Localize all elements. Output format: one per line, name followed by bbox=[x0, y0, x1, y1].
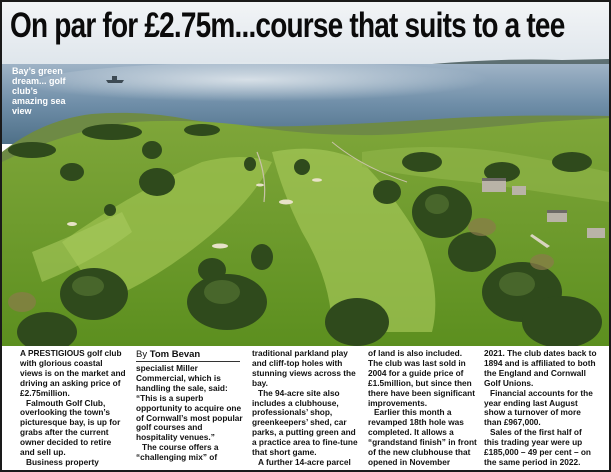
article-paragraph: specialist Miller Commercial, which is handling the sale, said: “This is a superb opportunity to acquire one of Cornwall’s most popular golf courses and hospitality venues.” bbox=[136, 363, 243, 443]
article-column-4 bbox=[368, 349, 478, 468]
article-paragraph: traditional parkland play and cliff-top holes with stunning views across the bay. bbox=[252, 348, 356, 388]
article-paragraph: A PRESTIGIOUS golf club with glorious coastal views is on the market and driving an asking price of £2.75million. bbox=[20, 348, 126, 398]
article-paragraph: 2021. The club dates back to 1894 and is affiliated to both the England and Cornwall Golf Unions. bbox=[484, 348, 597, 388]
article-paragraph: Earlier this month a revamped 18th hole was completed. It allows a “grandstand finish” in front of the new clubhouse that opened in November bbox=[368, 407, 477, 467]
article-column-2 bbox=[136, 349, 246, 463]
article-paragraph: Sales of the first half of this trading year were up £185,000 – 49 per cent – on the same period in 2022. bbox=[484, 427, 592, 467]
article-body bbox=[20, 349, 606, 469]
byline-prefix: By bbox=[136, 349, 148, 360]
byline bbox=[136, 349, 240, 362]
headline: On par for £2.75m...course that suits to a tee bbox=[10, 6, 565, 45]
article-column-1 bbox=[20, 349, 126, 468]
article-paragraph: Falmouth Golf Club, overlooking the town’s picturesque bay, is up for grabs after the current owner decided to retire and sell up. bbox=[20, 397, 121, 458]
article-paragraph: of land is also included. The club was last sold in 2004 for a guide price of £1.5million, but since then there have been significant improvements. bbox=[368, 348, 475, 408]
golf-course-aerial-photo bbox=[2, 2, 609, 346]
article-paragraph: A further 14-acre parcel bbox=[258, 456, 351, 467]
article-paragraph: The course offers a “challenging mix” of bbox=[136, 442, 219, 463]
article-column-5 bbox=[484, 349, 598, 468]
byline-author: Tom Bevan bbox=[149, 349, 201, 360]
article-paragraph: Financial accounts for the year ending last August show a turnover of more than £967,000. bbox=[484, 387, 593, 428]
photo-caption: Bay’s green dream... golf club’s amazing sea view bbox=[12, 66, 66, 116]
article-paragraph: The 94-acre site also includes a clubhouse, professionals’ shop, greenkeepers’ shed, car parks, a putting green and a practice area to fine-tune that short game. bbox=[252, 387, 358, 458]
article-paragraph: Business property bbox=[26, 456, 99, 467]
article-column-3 bbox=[252, 349, 362, 468]
